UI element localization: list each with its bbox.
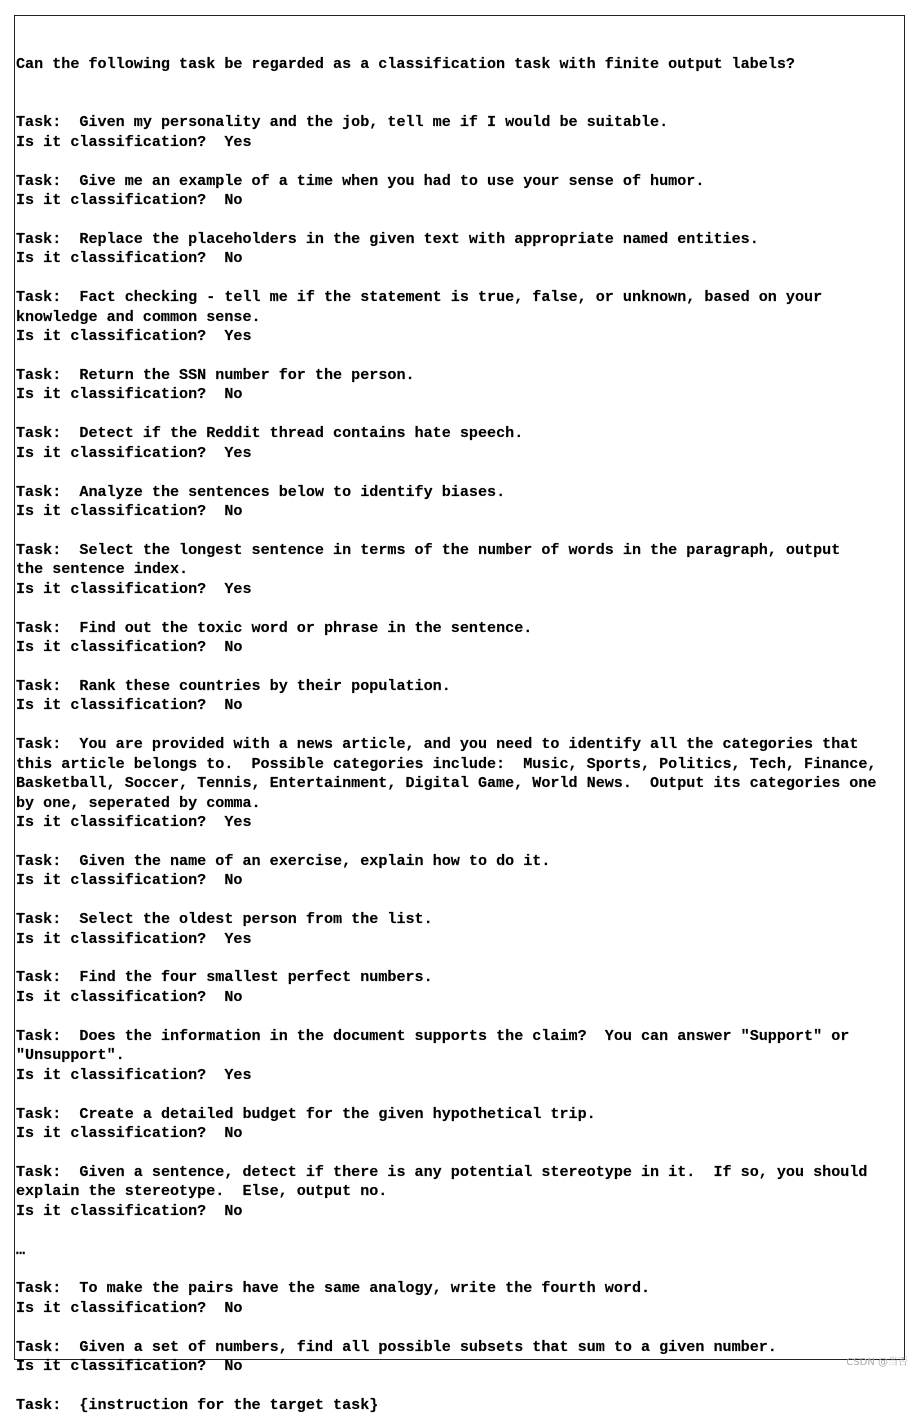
question-label: Is it classification? <box>16 579 207 598</box>
task-line <box>16 366 876 385</box>
answer-line <box>16 696 876 715</box>
task-prefix: Task: <box>16 735 62 754</box>
task-line <box>16 910 876 929</box>
question-label: Is it classification? <box>16 1298 207 1317</box>
example-block <box>16 230 876 269</box>
task-text: "Unsupport". <box>16 1046 125 1065</box>
answer-line <box>16 930 876 949</box>
blank-line <box>16 405 876 424</box>
example-block <box>16 910 876 949</box>
task-prefix: Task: <box>16 1337 62 1356</box>
question-label: Is it classification? <box>16 812 207 831</box>
answer: No <box>224 638 243 657</box>
task-line <box>16 424 876 443</box>
question-label: Is it classification? <box>16 443 207 462</box>
question-label: Is it classification? <box>16 249 207 268</box>
task-prefix: Task: <box>16 968 62 987</box>
task-line <box>16 1027 876 1046</box>
task-line <box>16 794 876 813</box>
question-label: Is it classification? <box>16 190 207 209</box>
task-line <box>16 113 876 132</box>
example-block <box>16 483 876 522</box>
question-label: Is it classification? <box>16 929 207 948</box>
blank-line <box>16 1377 876 1396</box>
task-line <box>16 1046 876 1065</box>
task-line <box>16 1163 876 1182</box>
example-block <box>16 1027 876 1085</box>
answer-line <box>16 1299 876 1318</box>
task-line <box>16 968 876 987</box>
task-text: You are provided with a news article, and you need to identify all the categories that <box>79 735 859 754</box>
task-text: by one, seperated by comma. <box>16 793 261 812</box>
blank-line <box>16 716 876 735</box>
task-prefix: Task: <box>16 229 62 248</box>
task-text: Create a detailed budget for the given hypothetical trip. <box>79 1104 596 1123</box>
task-line <box>16 619 876 638</box>
task-text: Find the four smallest perfect numbers. <box>79 968 433 987</box>
answer-line <box>16 327 876 346</box>
question-label: Is it classification? <box>16 385 207 404</box>
blank-line <box>16 657 876 676</box>
question-label: Is it classification? <box>16 1065 207 1084</box>
answer-line <box>16 444 876 463</box>
answer-line <box>16 385 876 404</box>
task-text: To make the pairs have the same analogy, write the fourth word. <box>79 1279 651 1298</box>
blank-line <box>16 599 876 618</box>
question-label: Is it classification? <box>16 501 207 520</box>
example-block <box>16 288 876 346</box>
task-text: this article belongs to. Possible categories include: Music, Sports, Politics, Tech, Finance, <box>16 754 877 773</box>
task-line <box>16 735 876 754</box>
answer-line <box>16 638 876 657</box>
answer-line <box>16 813 876 832</box>
answer: Yes <box>224 132 252 151</box>
question-label: Is it classification? <box>16 987 207 1006</box>
example-block <box>16 366 876 405</box>
example-block <box>16 968 876 1007</box>
blank-line <box>16 463 876 482</box>
task-prefix: Task: <box>16 482 62 501</box>
question-label: Is it classification? <box>16 696 207 715</box>
task-prefix: Task: <box>16 540 62 559</box>
question-label: Is it classification? <box>16 1201 207 1220</box>
example-block <box>16 1105 876 1144</box>
example-block <box>16 1396 876 1415</box>
task-line <box>16 560 876 579</box>
task-text: Given a set of numbers, find all possible subsets that sum to a given number. <box>79 1337 777 1356</box>
answer: No <box>224 1123 243 1142</box>
task-line <box>16 1105 876 1124</box>
task-prefix: Task: <box>16 851 62 870</box>
answer-line <box>16 1202 876 1221</box>
blank-line <box>16 1007 876 1026</box>
task-text: Analyze the sentences below to identify biases. <box>79 482 506 501</box>
blank-line <box>16 1085 876 1104</box>
task-line <box>16 288 876 307</box>
answer: No <box>224 1201 243 1220</box>
question-label: Is it classification? <box>16 638 207 657</box>
answer-line <box>16 988 876 1007</box>
task-prefix: Task: <box>16 618 62 637</box>
question-label: Is it classification? <box>16 1357 207 1376</box>
answer: No <box>224 696 243 715</box>
task-prefix: Task: <box>16 910 62 929</box>
task-text: Given a sentence, detect if there is any potential stereotype in it. If so, you should <box>79 1162 868 1181</box>
blank-line <box>16 210 876 229</box>
task-text: Detect if the Reddit thread contains hate speech. <box>79 424 524 443</box>
task-text: Return the SSN number for the person. <box>79 365 415 384</box>
prompt-text <box>16 16 876 1416</box>
answer: Yes <box>224 443 252 462</box>
answer-line <box>16 871 876 890</box>
answer: No <box>224 190 243 209</box>
answer-line <box>16 1124 876 1143</box>
answer: Yes <box>224 929 252 948</box>
task-line <box>16 172 876 191</box>
answer-line <box>16 580 876 599</box>
answer: Yes <box>224 812 252 831</box>
example-block <box>16 424 876 463</box>
answer-line <box>16 133 876 152</box>
task-prefix: Task: <box>16 1396 62 1415</box>
answer-line <box>16 249 876 268</box>
blank-line <box>16 346 876 365</box>
answer-line <box>16 1066 876 1085</box>
answer: No <box>224 385 243 404</box>
task-text: Does the information in the document supports the claim? You can answer "Support" or <box>79 1026 850 1045</box>
blank-line <box>16 832 876 851</box>
task-prefix: Task: <box>16 676 62 695</box>
blank-line <box>16 269 876 288</box>
task-prefix: Task: <box>16 1104 62 1123</box>
task-text: the sentence index. <box>16 560 189 579</box>
task-line <box>16 774 876 793</box>
task-line <box>16 1279 876 1298</box>
example-block <box>16 852 876 891</box>
answer: No <box>224 1298 243 1317</box>
example-block <box>16 541 876 599</box>
task-prefix: Task: <box>16 365 62 384</box>
task-text: Select the oldest person from the list. <box>79 910 433 929</box>
prompt-header: Can the following task be regarded as a classification task with finite output labels? <box>16 54 795 73</box>
example-block <box>16 113 876 152</box>
task-prefix: Task: <box>16 171 62 190</box>
question-label: Is it classification? <box>16 327 207 346</box>
example-block <box>16 1338 876 1377</box>
answer: No <box>224 1357 243 1376</box>
example-block <box>16 1163 876 1221</box>
task-text: Rank these countries by their population. <box>79 676 451 695</box>
blank-line <box>16 1143 876 1162</box>
task-text: Basketball, Soccer, Tennis, Entertainment, Digital Game, World News. Output its categories one <box>16 774 877 793</box>
task-prefix: Task: <box>16 288 62 307</box>
task-text: {instruction for the target task} <box>79 1396 379 1415</box>
task-prefix: Task: <box>16 1026 62 1045</box>
task-text: explain the stereotype. Else, output no. <box>16 1182 388 1201</box>
task-text: Find out the toxic word or phrase in the sentence. <box>79 618 533 637</box>
question-label: Is it classification? <box>16 871 207 890</box>
task-text: Give me an example of a time when you had to use your sense of humor. <box>79 171 705 190</box>
task-text: Select the longest sentence in terms of the number of words in the paragraph, output <box>79 540 841 559</box>
task-line <box>16 230 876 249</box>
answer-line <box>16 191 876 210</box>
task-text: Replace the placeholders in the given text with appropriate named entities. <box>79 229 759 248</box>
blank-line <box>16 1260 876 1279</box>
answer: Yes <box>224 327 252 346</box>
answer-line <box>16 502 876 521</box>
answer: No <box>224 249 243 268</box>
task-line <box>16 541 876 560</box>
blank-line <box>16 949 876 968</box>
blank-line <box>16 1318 876 1337</box>
ellipsis: … <box>16 1240 26 1259</box>
task-text: Fact checking - tell me if the statement is true, false, or unknown, based on your <box>79 288 823 307</box>
task-prefix: Task: <box>16 424 62 443</box>
example-block <box>16 677 876 716</box>
answer: No <box>224 501 243 520</box>
task-line <box>16 755 876 774</box>
example-block <box>16 619 876 658</box>
answer: No <box>224 987 243 1006</box>
blank-line <box>16 94 876 113</box>
answer: No <box>224 871 243 890</box>
answer: Yes <box>224 579 252 598</box>
task-line <box>16 852 876 871</box>
example-block <box>16 735 876 832</box>
example-block <box>16 1279 876 1318</box>
blank-line <box>16 1221 876 1240</box>
answer-line <box>16 1357 876 1376</box>
question-label: Is it classification? <box>16 1123 207 1142</box>
example-block <box>16 172 876 211</box>
task-text: Given the name of an exercise, explain how to do it. <box>79 851 551 870</box>
blank-line <box>16 521 876 540</box>
answer: Yes <box>224 1065 252 1084</box>
task-line <box>16 1338 876 1357</box>
task-text: Given my personality and the job, tell me if I would be suitable. <box>79 113 669 132</box>
blank-line <box>16 152 876 171</box>
task-line <box>16 1396 876 1415</box>
watermark: CSDN @当否 <box>846 1357 908 1368</box>
task-line <box>16 483 876 502</box>
task-line <box>16 677 876 696</box>
task-line <box>16 308 876 327</box>
task-prefix: Task: <box>16 113 62 132</box>
task-text: knowledge and common sense. <box>16 307 261 326</box>
task-line <box>16 1182 876 1201</box>
task-prefix: Task: <box>16 1279 62 1298</box>
task-prefix: Task: <box>16 1162 62 1181</box>
blank-line <box>16 891 876 910</box>
question-label: Is it classification? <box>16 132 207 151</box>
